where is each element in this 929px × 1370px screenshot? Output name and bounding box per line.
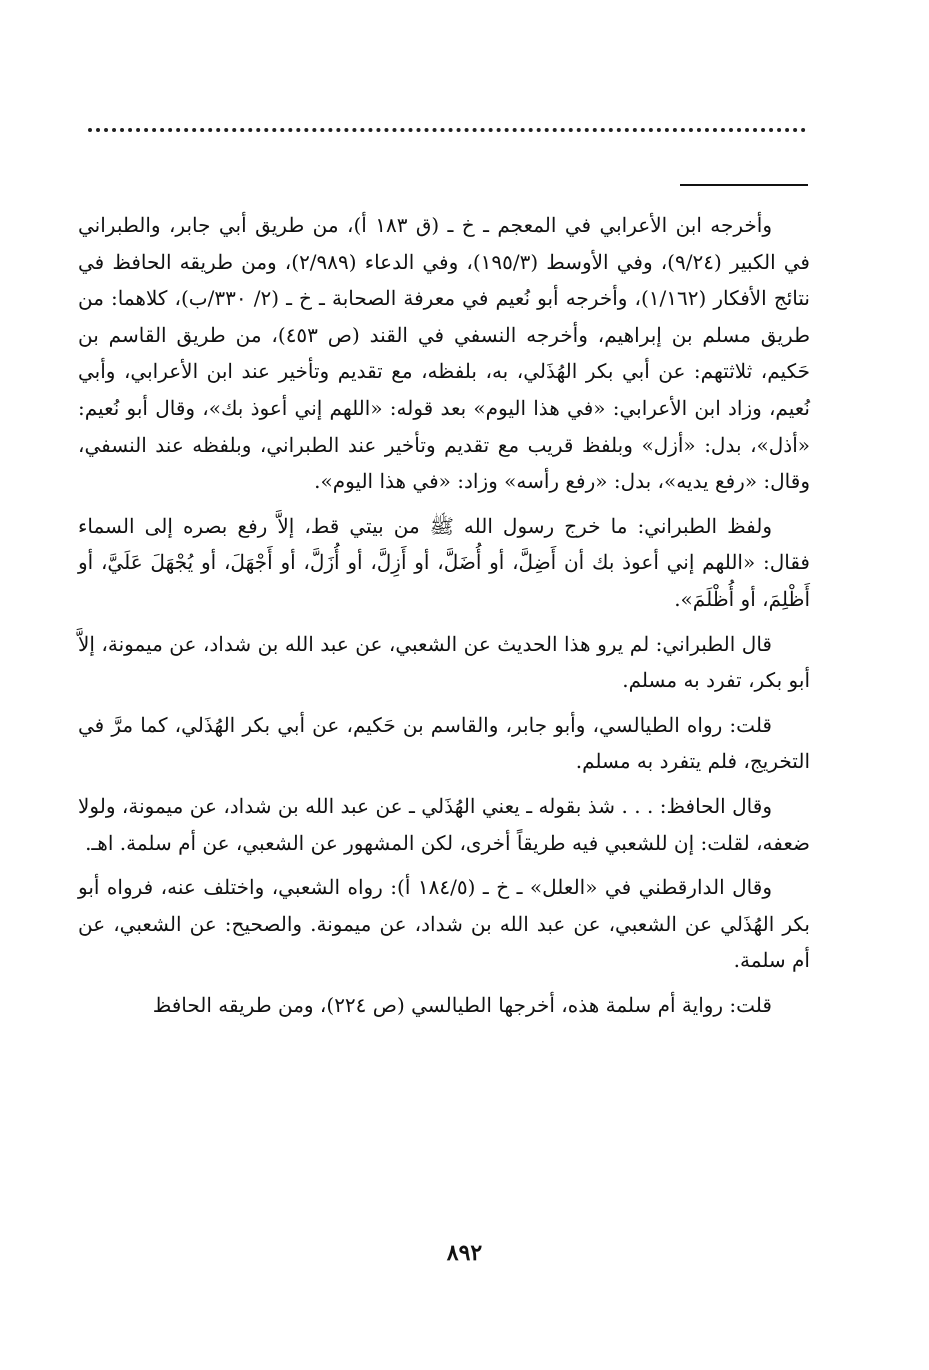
page-number: ٨٩٢ bbox=[446, 1240, 483, 1266]
paragraph-ibn-al-arabi: وأخرجه ابن الأعرابي في المعجم ـ خ ـ (ق ١٨٣ أ)، من طريق أبي جابر، والطبراني في الكبير (٩/٢٤)، وفي الأوسط (١٩٥/٣)، وفي الدعاء (٢/٩٨٩)، ومن طريقه الحافظ في نتائج الأفكار (١/١٦٢)، وأخرجه أبو نُعيم في معرفة الصحابة ـ خ ـ (٢/ ٣٣٠/ب)، كلاهما: من طريق مسلم بن إبراهيم، وأخرجه النسفي في القند (ص ٤٥٣)، من طريق القاسم بن حَكيم، ثلاثتهم: عن أبي بكر الهُذَلي، به، بلفظه، مع تقديم وتأخير عند ابن الأعرابي، وأبي نُعيم، وزاد ابن الأعرابي: «في هذا اليوم» بعد قوله: «اللهم إني أعوذ بك»، وقال أبو نُعيم: «أذل»، بدل: «أزل» وبلفظ قريب مع تقديم وتأخير عند الطبراني، وبلفظه عند النسفي، وقال: «رفع يديه»، بدل: «رفع رأسه» وزاد: «في هذا اليوم». bbox=[78, 213, 810, 494]
footnote-text-block bbox=[78, 207, 810, 1031]
footnote-separator bbox=[680, 184, 808, 186]
paragraph-hafiz-comment: وقال الحافظ: . . . شذ بقوله ـ يعني الهُذَلي ـ عن عبد الله بن شداد، عن ميمونة، ولولا ضعفه، لقلت: إن للشعبي فيه طريقاً أخرى، لكن المشهور عن الشعبي، عن أم سلمة. اهـ. bbox=[78, 793, 810, 855]
paragraph-umm-salamah: قلت: رواية أم سلمة هذه، أخرجها الطيالسي (ص ٢٢٤)، ومن طريقه الحافظ bbox=[152, 992, 772, 1017]
paragraph-tabarani-wording: ولفظ الطبراني: ما خرج رسول الله ﷺ من بيتي قط، إلاَّ رفع بصره إلى السماء فقال: «اللهم إني أعوذ بك أن أَضِلَّ، أو أُضَلَّ، أو أَزِلَّ، أو أُزَلَّ، أو أَجْهَلَ، أو يُجْهَلَ عَلَيَّ، أو أَظْلِمَ، أو أُظْلَمَ». bbox=[78, 513, 810, 611]
paragraph-tabarani-comment: قال الطبراني: لم يرو هذا الحديث عن الشعبي، عن عبد الله بن شداد، عن ميمونة، إلاَّ أبو بكر، تفرد به مسلم. bbox=[78, 631, 810, 693]
dotted-separator bbox=[88, 128, 806, 132]
paragraph-author-note: قلت: رواه الطيالسي، وأبو جابر، والقاسم بن حَكيم، عن أبي بكر الهُذَلي، كما مرَّ في التخريج، فلم يتفرد به مسلم. bbox=[78, 712, 810, 774]
paragraph-daraqutni-ilal: وقال الدارقطني في «العلل» ـ خ ـ (١٨٤/٥ أ): رواه الشعبي، واختلف عنه، فرواه أبو بكر الهُذَلي عن الشعبي، عن عبد الله بن شداد، عن ميمونة. والصحيح: عن الشعبي، عن أم سلمة. bbox=[78, 875, 810, 973]
